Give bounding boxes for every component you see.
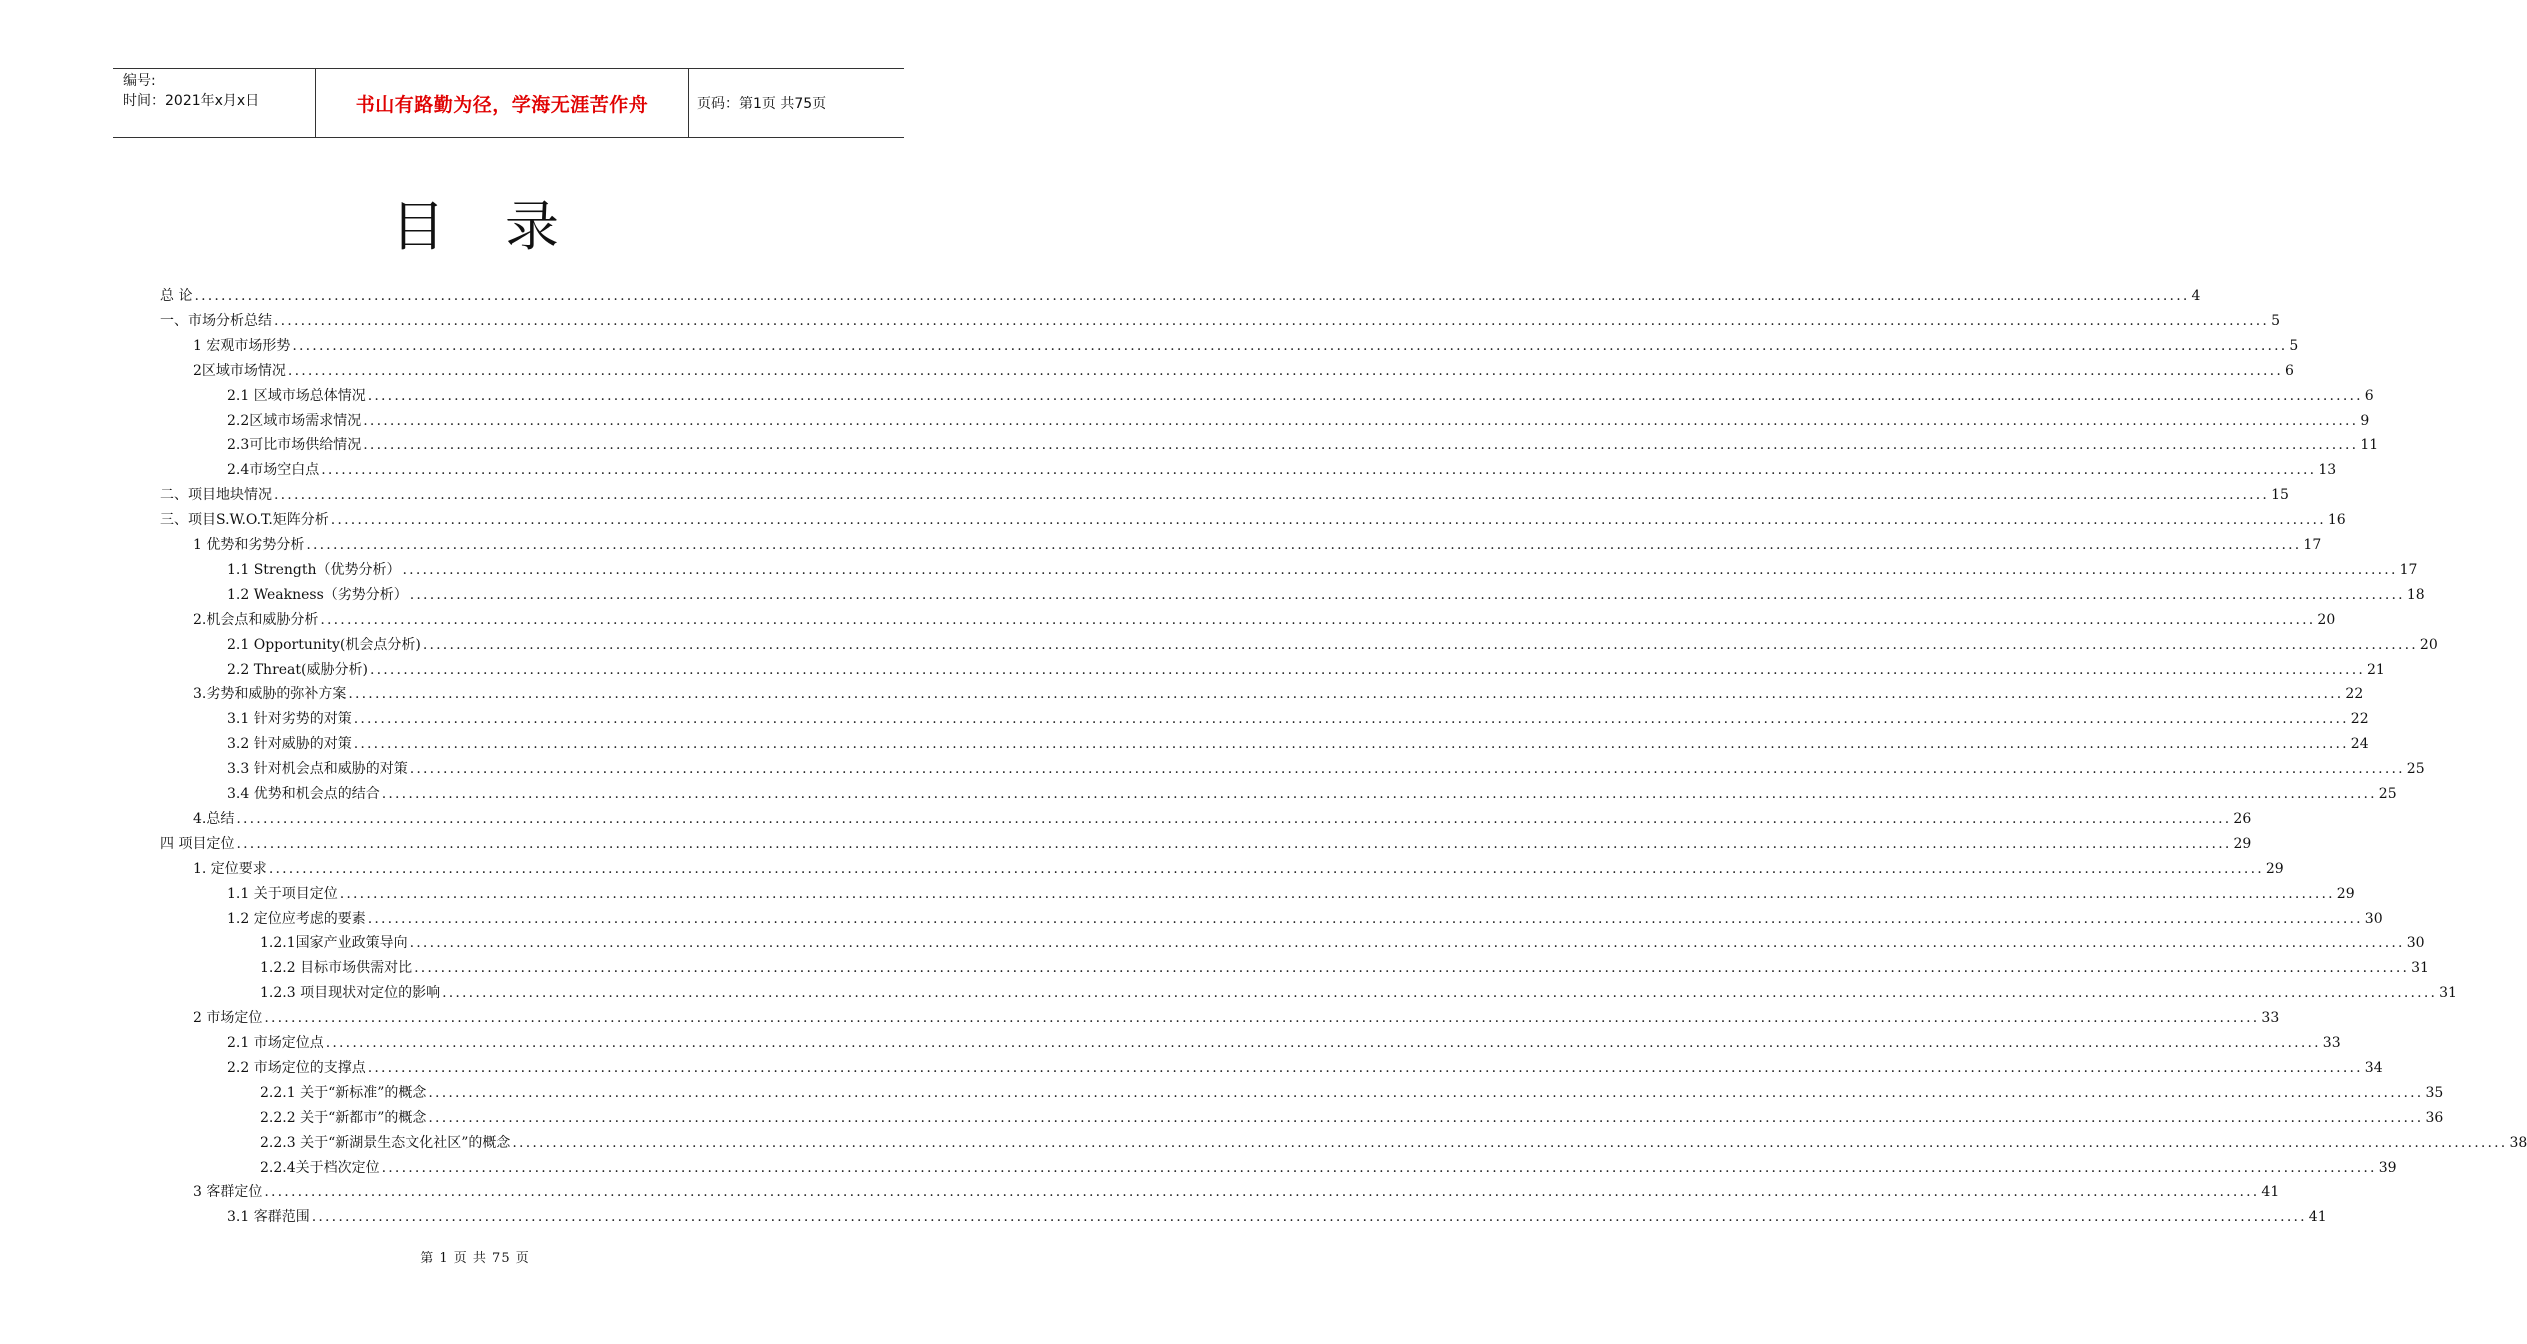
toc-entry-page: 26 <box>2233 810 2252 827</box>
toc-entry-title: 2.2区域市场需求情况 <box>227 412 362 429</box>
toc-entry-page: 22 <box>2350 711 2369 728</box>
page-footer: 第 1 页 共 75 页 <box>420 1251 530 1266</box>
toc-entry-page: 22 <box>2345 686 2364 703</box>
toc-leader-dots: ............................................................................................................................................................................................................................................................................................................ <box>330 512 2326 529</box>
toc-entry[interactable] <box>227 908 2383 930</box>
toc-entry-title: 一、市场分析总结 <box>160 312 272 329</box>
page-header <box>113 68 904 138</box>
doc-id-label: 编号: <box>123 73 156 89</box>
toc-entry[interactable] <box>260 957 2429 979</box>
toc-leader-dots: ............................................................................................................................................................................................................................................................................................................ <box>381 786 2377 802</box>
toc-entry-title: 3.2 针对威胁的对策 <box>227 736 352 753</box>
toc-entry-page: 6 <box>2364 387 2374 404</box>
toc-entry[interactable] <box>160 310 2280 332</box>
toc-entry-title: 1.1 关于项目定位 <box>227 885 338 902</box>
toc-entry[interactable] <box>227 758 2425 780</box>
toc-entry-page: 29 <box>2265 860 2284 877</box>
toc-entry[interactable] <box>193 609 2336 631</box>
toc-entry-page: 41 <box>2261 1184 2280 1201</box>
toc-entry-page: 30 <box>2364 910 2383 927</box>
toc-entry-title: 3.1 客群范围 <box>227 1209 310 1226</box>
toc-leader-dots: ............................................................................................................................................................................................................................................................................................................ <box>428 1084 2424 1101</box>
toc-entry-title: 1.2.2 目标市场供需对比 <box>260 960 413 977</box>
toc-entry-page: 33 <box>2261 1010 2280 1027</box>
toc-entry-title: 3.3 针对机会点和威胁的对策 <box>227 761 408 778</box>
toc-leader-dots: ............................................................................................................................................................................................................................................................................................................ <box>194 288 2190 304</box>
toc-entry-title: 3.劣势和威胁的弥补方案 <box>193 686 347 703</box>
toc-entry-title: 2.2.2 关于“新都市”的概念 <box>260 1109 427 1126</box>
toc-entry-title: 1.2 Weakness（劣势分析） <box>227 586 408 603</box>
toc-entry-page: 18 <box>2406 586 2425 603</box>
toc-entry-page: 34 <box>2364 1059 2383 1076</box>
toc-leader-dots: ............................................................................................................................................................................................................................................................................................................ <box>264 1010 2260 1027</box>
toc-entry[interactable] <box>227 459 2337 481</box>
toc-entry-page: 41 <box>2308 1209 2327 1226</box>
toc-entry[interactable] <box>193 683 2364 705</box>
toc-entry-page: 33 <box>2322 1035 2341 1051</box>
doc-time: 时间：2021年x月x日 <box>123 93 260 109</box>
toc-entry[interactable] <box>160 509 2346 531</box>
header-motto-cell <box>315 69 689 137</box>
toc-entry[interactable] <box>227 434 2379 456</box>
toc-entry-page: 29 <box>2336 885 2355 902</box>
toc-leader-dots: ............................................................................................................................................................................................................................................................................................................ <box>339 885 2335 902</box>
toc-entry-page: 39 <box>2378 1159 2397 1176</box>
toc-entry-title: 2.2.1 关于“新标准”的概念 <box>260 1084 427 1101</box>
toc-leader-dots: ............................................................................................................................................................................................................................................................................................................ <box>369 661 2366 678</box>
header-motto: 书山有路勤为径，学海无涯苦作舟 <box>355 93 649 116</box>
toc-entry-title: 三、项目S.W.O.T.矩阵分析 <box>160 512 329 529</box>
toc-entry-title: 总 论 <box>160 288 193 304</box>
toc-leader-dots: ............................................................................................................................................................................................................................................................................................................ <box>363 412 2359 429</box>
toc-leader-dots: ............................................................................................................................................................................................................................................................................................................ <box>512 1134 2508 1151</box>
toc-entry[interactable] <box>227 733 2369 755</box>
toc-entry[interactable] <box>193 534 2322 556</box>
toc-leader-dots: ............................................................................................................................................................................................................................................................................................................ <box>321 462 2317 479</box>
toc-entry-page: 38 <box>2509 1134 2527 1151</box>
toc-entry-page: 25 <box>2406 761 2425 778</box>
toc-leader-dots: ............................................................................................................................................................................................................................................................................................................ <box>442 985 2438 1002</box>
toc-leader-dots: ............................................................................................................................................................................................................................................................................................................ <box>409 935 2405 952</box>
toc-entry[interactable] <box>260 1107 2444 1129</box>
toc-entry[interactable] <box>193 808 2252 830</box>
toc-entry[interactable] <box>260 932 2425 954</box>
toc-entry[interactable] <box>260 982 2457 1004</box>
toc-entry-title: 2.1 市场定位点 <box>227 1035 324 1051</box>
toc-entry-page: 16 <box>2327 512 2346 529</box>
toc-entry-page: 30 <box>2406 935 2425 952</box>
toc-entry[interactable] <box>227 783 2397 805</box>
toc-leader-dots: ............................................................................................................................................................................................................................................................................................................ <box>274 312 2270 329</box>
toc-leader-dots: ............................................................................................................................................................................................................................................................................................................ <box>367 910 2363 927</box>
toc-leader-dots: ............................................................................................................................................................................................................................................................................................................ <box>353 736 2349 753</box>
header-page-info: 页码：第1页 共75页 <box>697 96 827 112</box>
toc-leader-dots: ............................................................................................................................................................................................................................................................................................................ <box>428 1109 2424 1126</box>
toc-leader-dots: ............................................................................................................................................................................................................................................................................................................ <box>353 711 2349 728</box>
toc-entry-page: 15 <box>2271 487 2289 504</box>
toc-entry-title: 2.1 区域市场总体情况 <box>227 387 366 404</box>
toc-entry[interactable] <box>227 584 2425 606</box>
toc-entry-title: 二、项目地块情况 <box>160 487 272 504</box>
toc-entry-title: 2.1 Opportunity(机会点分析) <box>227 636 421 653</box>
toc-entry-title: 2.2.3 关于“新湖景生态文化社区”的概念 <box>260 1134 511 1151</box>
toc-entry-page: 21 <box>2367 661 2385 678</box>
toc-entry[interactable] <box>160 484 2289 506</box>
toc-entry-title: 1.2.3 项目现状对定位的影响 <box>260 985 441 1002</box>
toc-leader-dots: ............................................................................................................................................................................................................................................................................................................ <box>381 1159 2377 1176</box>
toc-entry-page: 13 <box>2318 462 2337 479</box>
toc-entry[interactable] <box>227 559 2418 581</box>
toc-leader-dots: ............................................................................................................................................................................................................................................................................................................ <box>414 960 2410 977</box>
toc-entry[interactable] <box>227 410 2370 432</box>
toc-entry-title: 3.4 优势和机会点的结合 <box>227 786 380 802</box>
toc-entry-page: 5 <box>2271 312 2280 329</box>
toc-leader-dots: ............................................................................................................................................................................................................................................................................................................ <box>311 1209 2307 1226</box>
toc-entry-page: 20 <box>2317 611 2336 628</box>
toc-entry-title: 2.机会点和威胁分析 <box>193 611 319 628</box>
toc-entry-title: 1.2.1国家产业政策导向 <box>260 935 408 952</box>
toc-leader-dots: ............................................................................................................................................................................................................................................................................................................ <box>236 835 2232 852</box>
toc-leader-dots: ............................................................................................................................................................................................................................................................................................................ <box>287 362 2283 379</box>
toc-leader-dots: ............................................................................................................................................................................................................................................................................................................ <box>409 761 2405 778</box>
toc-entry-title: 1 宏观市场形势 <box>193 337 291 354</box>
toc-entry-title: 2 市场定位 <box>193 1010 263 1027</box>
toc-leader-dots: ............................................................................................................................................................................................................................................................................................................ <box>367 1059 2363 1076</box>
toc-entry-page: 17 <box>2399 561 2418 578</box>
toc-leader-dots: ............................................................................................................................................................................................................................................................................................................ <box>306 537 2302 553</box>
toc-entry-title: 2.2 市场定位的支撑点 <box>227 1059 366 1076</box>
toc-leader-dots: ............................................................................................................................................................................................................................................................................................................ <box>422 636 2418 653</box>
toc-entry-page: 20 <box>2419 636 2438 653</box>
toc-entry[interactable] <box>193 858 2284 880</box>
toc-entry[interactable] <box>227 634 2438 656</box>
toc-entry-title: 2.2 Threat(威胁分析) <box>227 661 368 678</box>
toc-entry[interactable] <box>260 1157 2397 1179</box>
toc-leader-dots: ............................................................................................................................................................................................................................................................................................................ <box>402 561 2398 578</box>
toc-leader-dots: ............................................................................................................................................................................................................................................................................................................ <box>274 487 2270 504</box>
toc-entry-page: 5 <box>2289 337 2299 354</box>
toc-entry-page: 25 <box>2378 786 2397 802</box>
toc-entry-page: 9 <box>2360 412 2370 429</box>
toc-entry[interactable] <box>160 285 2201 307</box>
toc-title: 目录 <box>391 195 619 258</box>
toc-entry[interactable] <box>227 659 2385 681</box>
toc-entry-page: 35 <box>2425 1084 2444 1101</box>
header-meta <box>113 69 315 137</box>
toc-entry-page: 31 <box>2439 985 2457 1002</box>
toc-entry-page: 31 <box>2411 960 2429 977</box>
toc-entry[interactable] <box>193 1181 2280 1203</box>
toc-entry-page: 17 <box>2303 537 2322 553</box>
toc-entry-title: 1. 定位要求 <box>193 860 267 877</box>
toc-leader-dots: ............................................................................................................................................................................................................................................................................................................ <box>409 586 2405 603</box>
toc-entry-page: 11 <box>2360 437 2379 454</box>
toc-entry-title: 2.2.4关于档次定位 <box>260 1159 380 1176</box>
toc-entry[interactable] <box>260 1132 2527 1154</box>
toc-entry-page: 6 <box>2284 362 2294 379</box>
toc-entry[interactable] <box>227 1057 2383 1079</box>
toc-entry-page: 4 <box>2191 288 2201 304</box>
toc-leader-dots: ............................................................................................................................................................................................................................................................................................................ <box>292 337 2288 354</box>
toc-entry-title: 3 客群定位 <box>193 1184 263 1201</box>
toc-entry[interactable] <box>193 335 2299 357</box>
toc-entry[interactable] <box>227 1032 2341 1054</box>
toc-entry-page: 36 <box>2425 1109 2444 1126</box>
toc-entry-title: 2.4市场空白点 <box>227 462 320 479</box>
toc-entry[interactable] <box>227 385 2374 407</box>
toc-entry-title: 2区域市场情况 <box>193 362 286 379</box>
toc-entry[interactable] <box>160 833 2252 855</box>
toc-entry-page: 24 <box>2350 736 2369 753</box>
toc-entry-title: 3.1 针对劣势的对策 <box>227 711 352 728</box>
toc-leader-dots: ............................................................................................................................................................................................................................................................................................................ <box>363 437 2359 454</box>
toc-entry[interactable] <box>193 1007 2280 1029</box>
toc-entry-title: 1.2 定位应考虑的要素 <box>227 910 366 927</box>
toc-entry-title: 四 项目定位 <box>160 835 235 852</box>
toc-leader-dots: ............................................................................................................................................................................................................................................................................................................ <box>320 611 2316 628</box>
toc-entry[interactable] <box>227 708 2369 730</box>
toc-entry[interactable] <box>227 1206 2327 1228</box>
toc-entry-title: 2.3可比市场供给情况 <box>227 437 362 454</box>
toc-entry[interactable] <box>227 883 2355 905</box>
toc-entry[interactable] <box>193 360 2294 382</box>
toc-leader-dots: ............................................................................................................................................................................................................................................................................................................ <box>367 387 2363 404</box>
toc-leader-dots: ............................................................................................................................................................................................................................................................................................................ <box>348 686 2344 703</box>
toc-leader-dots: ............................................................................................................................................................................................................................................................................................................ <box>268 860 2264 877</box>
toc-entry-title: 1.1 Strength（优势分析） <box>227 561 401 578</box>
toc-entry-title: 1 优势和劣势分析 <box>193 537 305 553</box>
toc-leader-dots: ............................................................................................................................................................................................................................................................................................................ <box>325 1035 2321 1051</box>
toc-entry-page: 29 <box>2233 835 2252 852</box>
header-page-cell <box>689 69 904 137</box>
toc-leader-dots: ............................................................................................................................................................................................................................................................................................................ <box>236 810 2232 827</box>
toc-entry[interactable] <box>260 1082 2444 1104</box>
toc-leader-dots: ............................................................................................................................................................................................................................................................................................................ <box>264 1184 2260 1201</box>
toc-entry-title: 4.总结 <box>193 810 235 827</box>
